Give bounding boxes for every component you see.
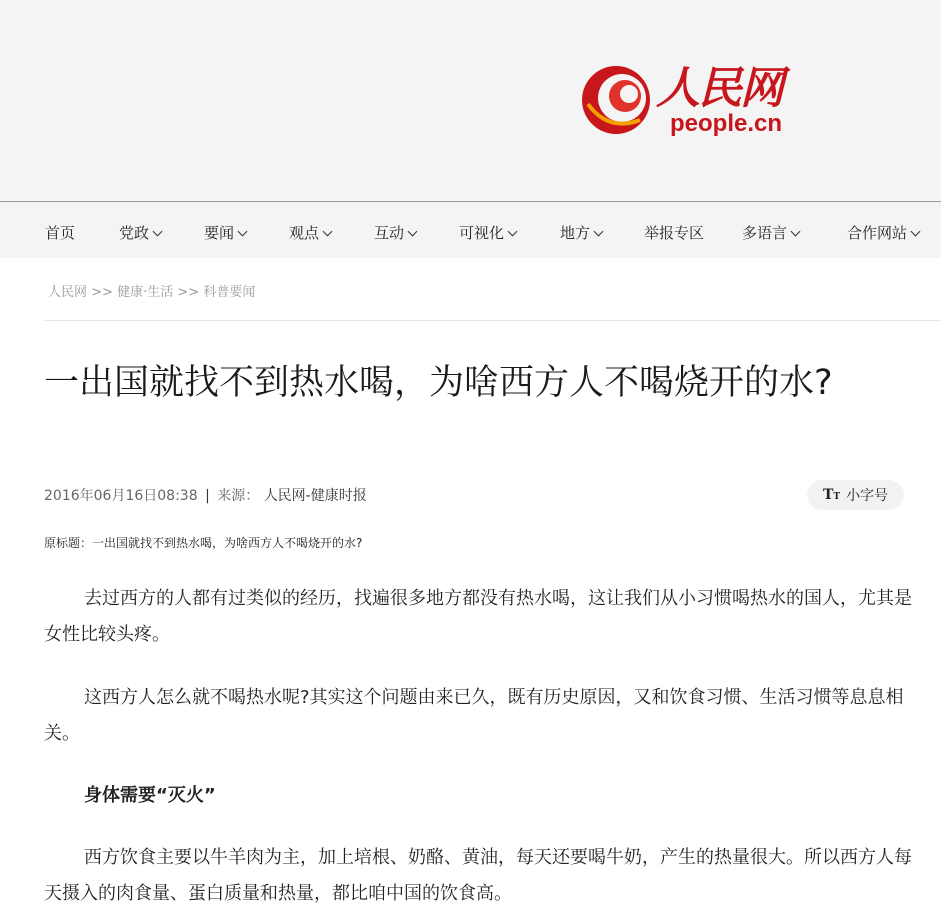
breadcrumb-link-people[interactable]: 人民网 — [48, 285, 88, 300]
chevron-down-icon — [153, 227, 163, 237]
site-header — [0, 0, 941, 201]
chevron-down-icon — [238, 227, 248, 237]
nav-label: 举报专区 — [644, 224, 705, 242]
nav-item-partners[interactable] — [847, 222, 919, 243]
nav-label: 观点 — [289, 224, 320, 242]
nav-item-party[interactable] — [119, 222, 161, 243]
chevron-down-icon — [594, 227, 604, 237]
nav-item-opinion[interactable] — [289, 222, 331, 243]
font-size-icon: TT — [822, 487, 841, 503]
chevron-down-icon — [508, 227, 518, 237]
chevron-down-icon — [911, 227, 921, 237]
logo-chinese-text: 人民网 — [656, 63, 782, 114]
nav-item-report[interactable] — [644, 222, 704, 243]
people-cn-logo[interactable] — [578, 52, 798, 142]
breadcrumb — [48, 281, 255, 300]
chevron-down-icon — [791, 227, 801, 237]
article-meta — [44, 485, 367, 505]
original-title: 原标题：一出国就找不到热水喝，为啥西方人不喝烧开的水? — [44, 536, 363, 550]
nav-item-news[interactable] — [204, 222, 246, 243]
breadcrumb-link-science[interactable]: 科普要闻 — [203, 285, 256, 300]
logo-swirl-icon — [578, 60, 658, 140]
nav-label: 互动 — [374, 224, 405, 242]
chevron-down-icon — [323, 227, 333, 237]
breadcrumb-divider — [44, 320, 941, 321]
article-subheading: 身体需要“灭火” — [84, 785, 216, 806]
article-title: 一出国就找不到热水喝，为啥西方人不喝烧开的水? — [44, 363, 833, 403]
nav-label: 党政 — [119, 224, 150, 242]
article-paragraph: 去过西方的人都有过类似的经历，找遍很多地方都没有热水喝，这让我们从小习惯喝热水的国人，尤其是女性比较头疼。 — [44, 588, 912, 645]
nav-label: 可视化 — [459, 224, 505, 242]
breadcrumb-link-health[interactable]: 健康·生活 — [117, 285, 174, 300]
article-paragraph: 西方饮食主要以牛羊肉为主，加上培根、奶酪、黄油，每天还要喝牛奶，产生的热量很大。所以西方人每天摄入的肉食量、蛋白质量和热量，都比咱中国的饮食高。 — [44, 847, 912, 904]
nav-item-home[interactable] — [45, 222, 75, 243]
logo-english-text: people.cn — [670, 110, 783, 137]
nav-item-visualization[interactable] — [459, 222, 516, 243]
nav-item-interaction[interactable] — [374, 222, 416, 243]
nav-label: 多语言 — [742, 224, 788, 242]
meta-separator: | — [205, 488, 210, 504]
article-datetime: 2016年06月16日08:38 — [44, 488, 198, 504]
breadcrumb-separator: >> — [177, 285, 200, 300]
nav-label: 要闻 — [204, 224, 235, 242]
nav-item-local[interactable] — [560, 222, 602, 243]
nav-label: 合作网站 — [847, 224, 908, 242]
nav-label: 地方 — [560, 224, 591, 242]
main-nav — [0, 201, 941, 258]
font-size-toggle-label: 小字号 — [846, 488, 889, 504]
nav-label: 首页 — [45, 224, 76, 242]
article-paragraph: 这西方人怎么就不喝热水呢?其实这个问题由来已久，既有历史原因，又和饮食习惯、生活习惯等息息相关。 — [44, 687, 904, 744]
breadcrumb-separator: >> — [91, 285, 113, 300]
article-source-link[interactable]: 人民网-健康时报 — [263, 488, 367, 504]
nav-item-languages[interactable] — [742, 222, 799, 243]
source-label: 来源： — [217, 488, 260, 504]
font-size-toggle-button[interactable] — [807, 480, 904, 510]
chevron-down-icon — [408, 227, 418, 237]
